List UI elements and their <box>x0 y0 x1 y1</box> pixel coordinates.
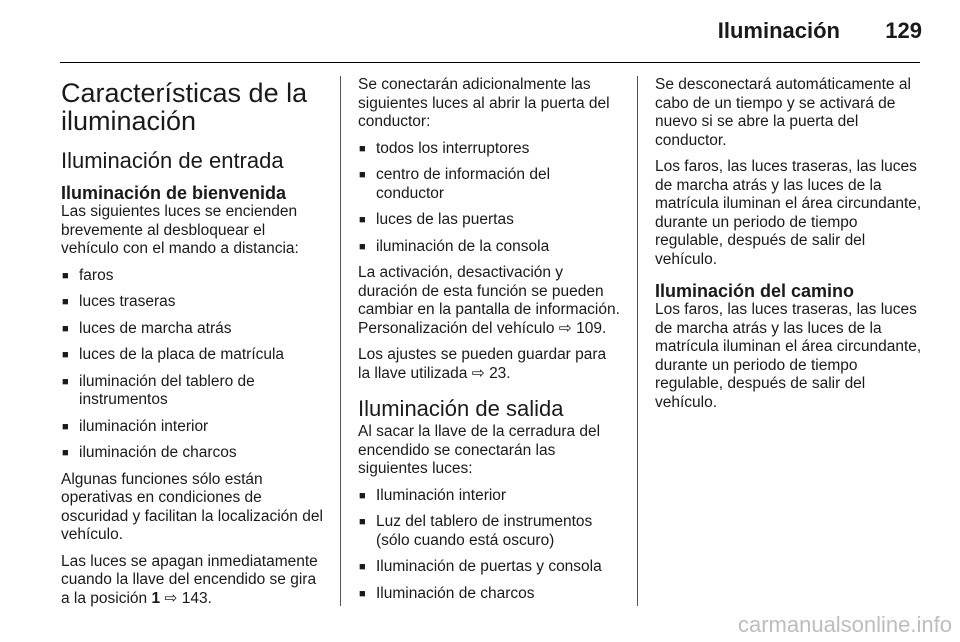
list-item: ■ Iluminación de charcos <box>358 585 620 604</box>
list-item: ■ centro de información del conductor <box>358 166 620 203</box>
list-item: ■ luces traseras <box>61 293 323 312</box>
list-item: ■ iluminación de charcos <box>61 444 323 463</box>
chapter-heading: Características de la iluminación <box>61 78 308 136</box>
list-item: ■ luces de la placa de matrícula <box>61 346 323 365</box>
section-heading: Iluminación de entrada <box>61 148 284 173</box>
paragraph <box>61 553 323 609</box>
page-number: 129 <box>885 18 922 43</box>
column-divider-1 <box>340 76 341 606</box>
paragraph: Las siguientes luces se encienden brevemente al desbloquear el vehículo con el mando a distancia: <box>61 203 299 257</box>
list-item: ■ faros <box>61 267 323 286</box>
paragraph-text: La activación, desactivación y duración de esta función se pueden cambiar en la pantalla de información. Personalización del vehículo <box>358 264 620 337</box>
paragraph: Los faros, las luces traseras, las luces de marcha atrás y las luces de la matrícula iluminan el área circundante, durante un periodo de tiempo regulable, después de salir del vehículo. <box>655 301 922 411</box>
paragraph-text: Las luces se apagan inmediatamente cuando la llave del encendido se gira a la posición <box>61 552 318 607</box>
section-heading: Iluminación de salida <box>358 396 564 421</box>
list-item: ■ Iluminación interior <box>358 487 620 506</box>
column-3 <box>655 76 923 420</box>
watermark: carmanualsonline.info <box>737 612 952 637</box>
page-ref[interactable]: 143. <box>181 589 212 607</box>
bullet-list <box>61 267 323 463</box>
key-position: 1 <box>151 589 161 607</box>
paragraph: Se conectarán adicionalmente las siguientes luces al abrir la puerta del conductor: <box>358 76 610 130</box>
list-item: ■ iluminación de la consola <box>358 238 620 257</box>
paragraph <box>358 346 620 383</box>
page-ref-icon: ⇨ <box>558 319 572 337</box>
bullet-list <box>358 487 620 604</box>
subsection-heading: Iluminación de bienvenida <box>61 183 287 203</box>
list-item: ■ Luz del tablero de instrumentos (sólo cuando está oscuro) <box>358 513 620 550</box>
column-1 <box>61 76 323 616</box>
list-item: ■ luces de las puertas <box>358 211 620 230</box>
list-item: ■ iluminación interior <box>61 418 323 437</box>
page-ref-icon: ⇨ <box>471 364 485 382</box>
header-rule <box>60 62 920 63</box>
list-item: ■ todos los interruptores <box>358 140 620 159</box>
page-header <box>0 18 960 48</box>
paragraph: Al sacar la llave de la cerradura del encendido se conectarán las siguientes luces: <box>358 423 601 477</box>
column-divider-2 <box>637 76 638 606</box>
page-ref[interactable]: 109. <box>576 319 607 337</box>
bullet-list <box>358 140 620 257</box>
paragraph-text: Los ajustes se pueden guardar para la llave utilizada <box>358 346 607 382</box>
paragraph: Se desconectará automáticamente al cabo de un tiempo y se activará de nuevo si se abre la puerta del conductor. <box>655 76 911 149</box>
column-2 <box>358 76 620 611</box>
paragraph: Los faros, las luces traseras, las luces de marcha atrás y las luces de la matrícula iluminan el área circundante, durante un periodo de tiempo regulable, después de salir del vehículo. <box>655 158 922 268</box>
list-item: ■ luces de marcha atrás <box>61 320 323 339</box>
list-item: ■ iluminación del tablero de instrumentos <box>61 373 323 410</box>
section-title: Iluminación <box>717 18 840 43</box>
paragraph: Algunas funciones sólo están operativas en condiciones de oscuridad y facilitan la localización del vehículo. <box>61 470 323 543</box>
page-ref-icon: ⇨ <box>164 589 178 607</box>
subsection-heading: Iluminación del camino <box>655 281 855 301</box>
page-ref[interactable]: 23. <box>489 364 511 382</box>
paragraph <box>358 264 620 338</box>
list-item: ■ Iluminación de puertas y consola <box>358 558 620 577</box>
